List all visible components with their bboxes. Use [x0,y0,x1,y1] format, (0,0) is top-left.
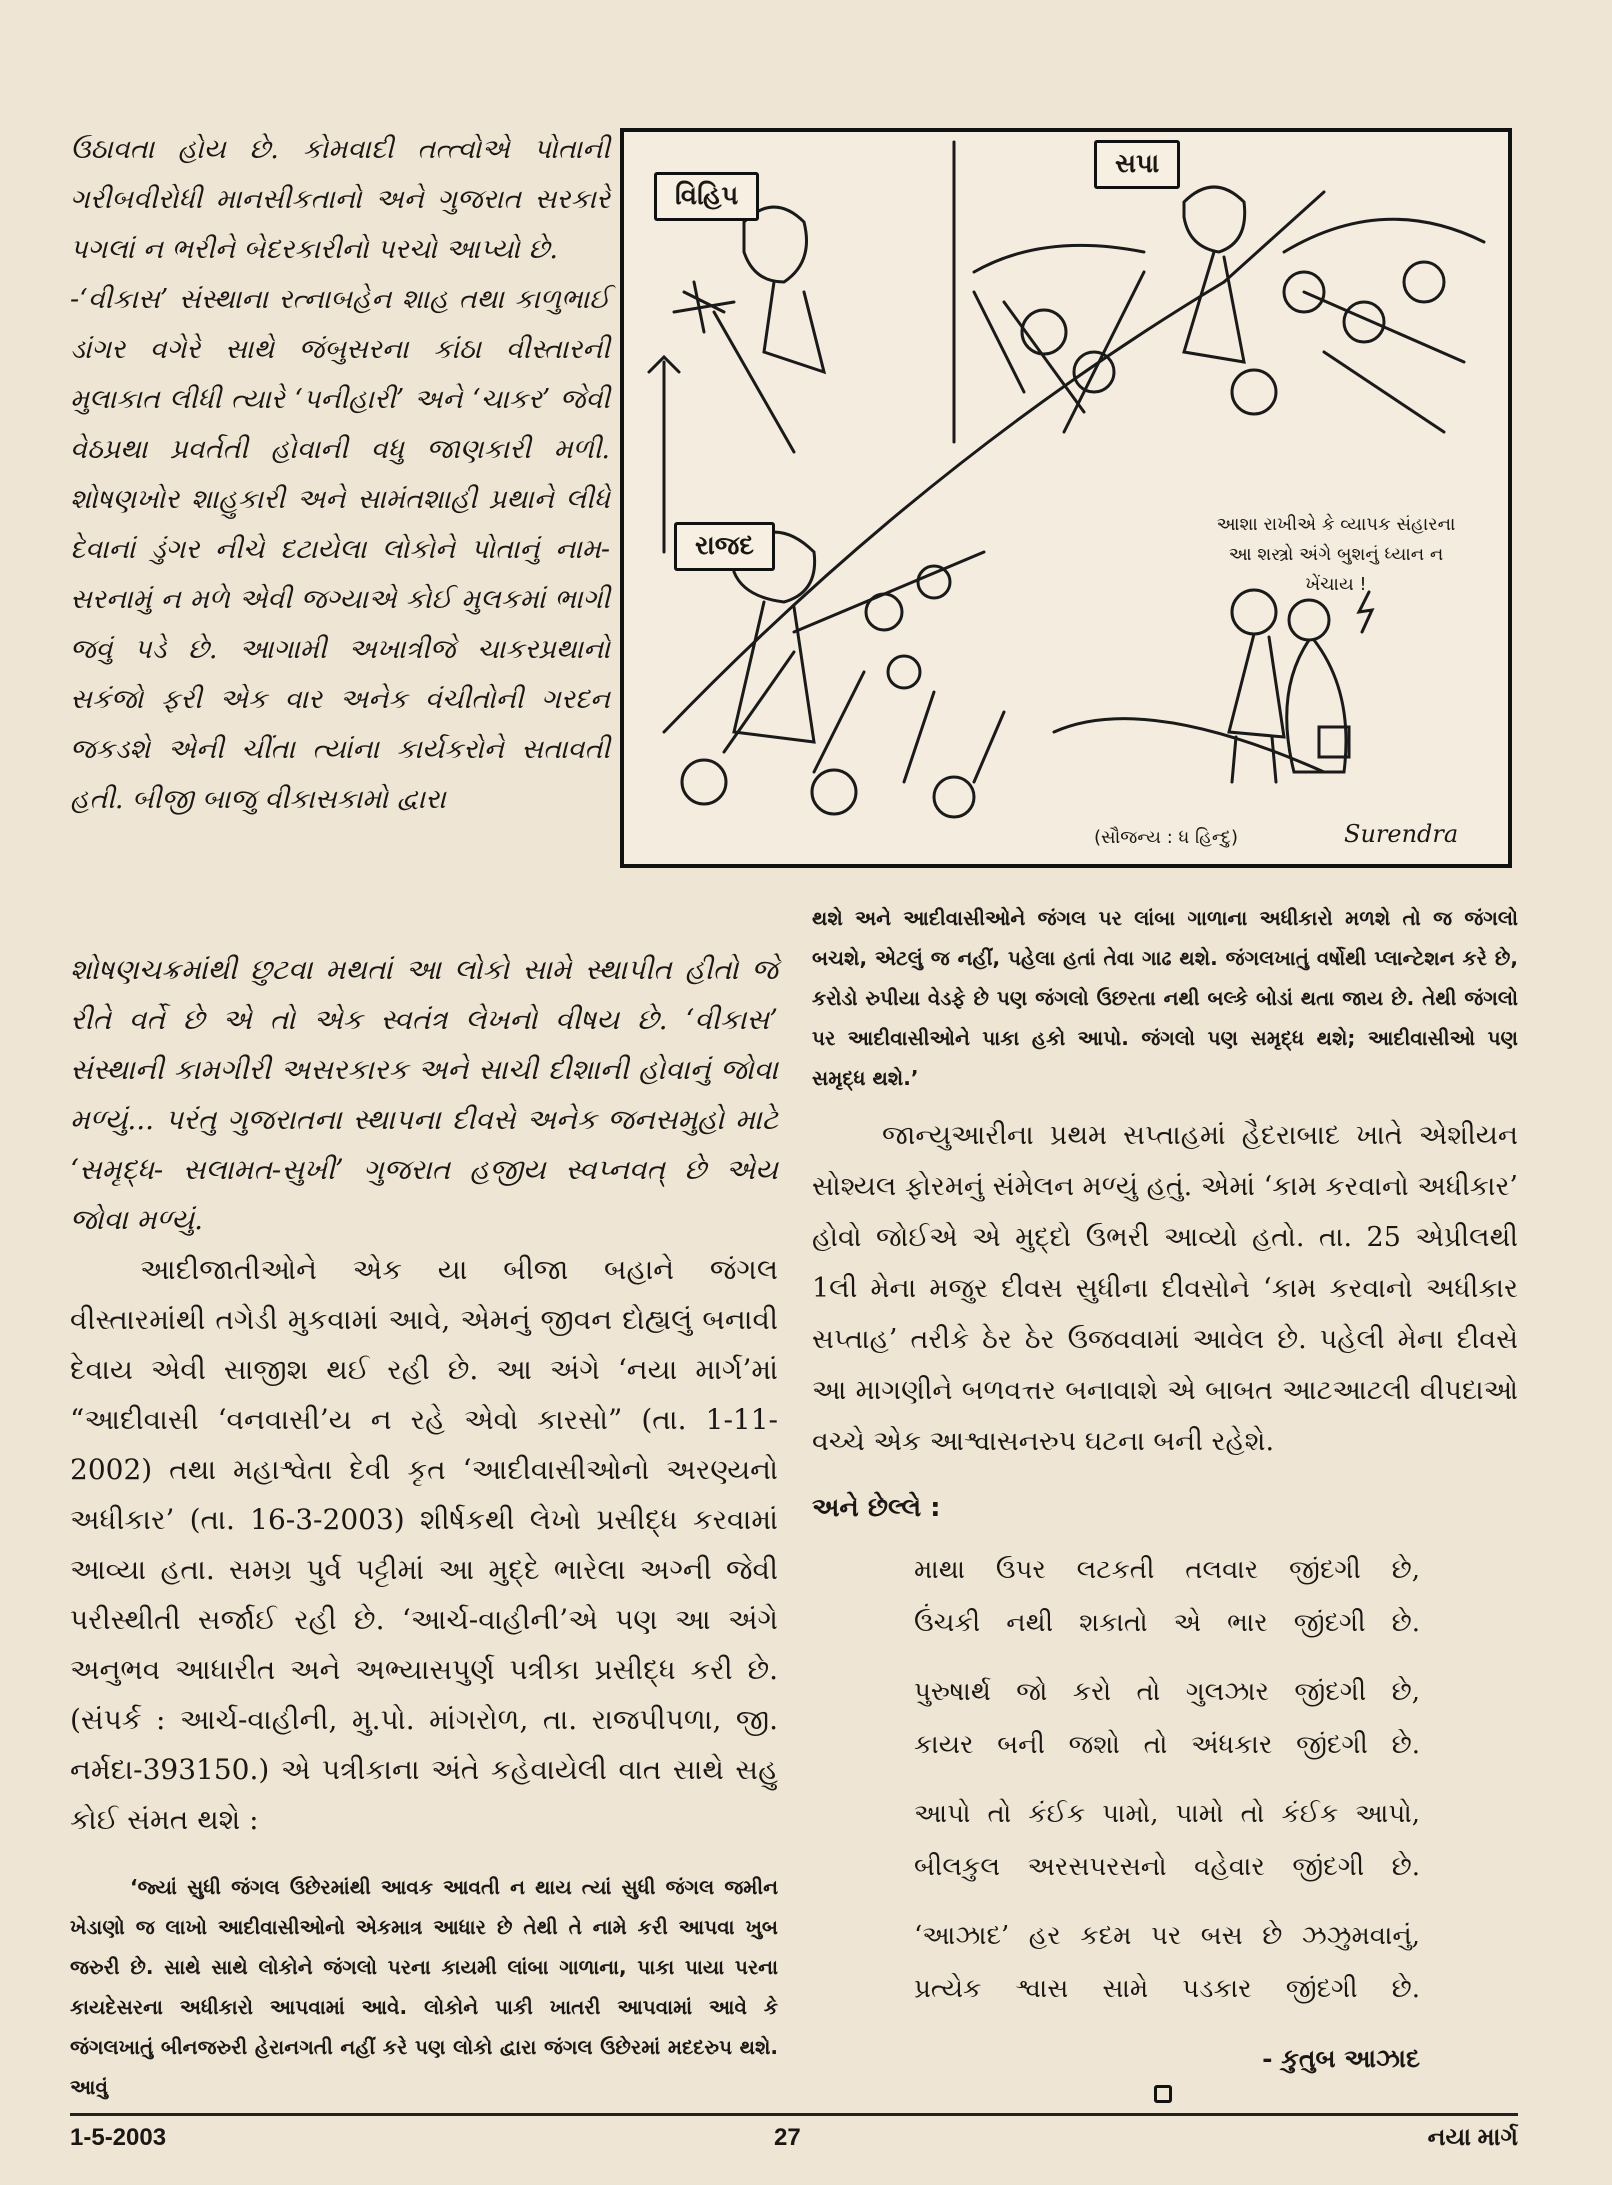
lower-left-column [70,945,778,2107]
poem-line: પ્રત્યેક શ્વાસ સામે પડકાર જીંદગી છે. [914,1974,1420,2004]
publication-name: નયા માર્ગ [1427,2124,1518,2151]
left-paragraph-1: ઉઠાવતા હોય છે. કોમવાદી તત્ત્વોએ પોતાની ગરીબવીરોધી માનસીકતાનો અને ગુજરાત સરકારે પગલાં ન ભરીને બેદરકારીનો પરચો આપ્યો છે. [70,134,610,265]
poem-line: પુરુષાર્થ જો કરો તો ગુલઝાર જીંદગી છે, [914,1677,1420,1707]
quote-start: ‘જ્યાં સુધી જંગલ ઉછેરમાંથી આવક આવતી ન થાય ત્યાં સુધી જંગલ જમીન ખેડાણો જ લાખો આદીવાસીઓનો એકમાત્ર આધાર છે તેથી તે નામે કરી આપવા ખુબ જરુરી છે. સાથે સાથે લોકોને જંગલો પરના કાયમી લાંબા ગાળાના, પાકા પાયા પરના કાયદેસરના અધીકારો આપવામાં આવે. લોકોને પાકી ખાતરી આપવામાં આવે કે જંગલખાતું બીનજરુરી હેરાનગતી નહીં કરે પણ લોકો દ્વારા જંગલ ઉછેરમાં મદદરુપ થશે. આવું [70,1875,778,2099]
poem-stanza [914,1788,1420,1894]
quote-continuation: થશે અને આદીવાસીઓને જંગલ પર લાંબા ગાળાના અધીકારો મળશે તો જ જંગલો બચશે, એટલું જ નહીં, પહેલા હતાં તેવા ગાઢ થશે. જંગલખાતું વર્ષોથી પ્લાન્ટેશન કરે છે, કરોડો રુપીયા વેડફે છે પણ જંગલો ઉછરતા નથી બલ્કે બોડાં થતા જાય છે. તેથી જંગલો પર આદીવાસીઓને પાકા હકો આપો. જંગલો પણ સમૃદ્ધ થશે; આદીવાસીઓ પણ સમૃદ્ધ થશે.’ [812,906,1518,1090]
left-column [70,125,610,825]
political-cartoon [620,128,1512,868]
cartoon-caption: આશા રાખીએ કે વ્યાપક સંહારના આ શસ્ત્રો અંગે બુશનું ધ્યાન ન ખેંચાય ! [1216,514,1456,595]
page-number: 27 [774,2124,801,2151]
cartoonist-signature: Surendra [1344,820,1459,848]
wide-paragraph-2: આદીજાતીઓને એક યા બીજા બહાને જંગલ વીસ્તારમાંથી તગેડી મુકવામાં આવે, એમનું જીવન દોહ્યલું બનાવી દેવાય એવી સાજીશ થઈ રહી છે. આ અંગે ‘નયા માર્ગ’માં “આદીવાસી ‘વનવાસી’ય ન રહે એવો કારસો” (તા. 1-11-2002) તથા મહાશ્વેતા દેવી કૃત ‘આદીવાસીઓનો અરણ્યનો અધીકાર’ (તા. 16-3-2003) શીર્ષકથી લેખો પ્રસીદ્ધ કરવામાં આવ્યા હતા. સમગ્ર પુર્વ પટ્ટીમાં આ મુદ્દે ભારેલા અગ્ની જેવી પરીસ્થીતી સર્જાઈ રહી છે. ‘આર્ચ-વાહીની’એ પણ આ અંગે અનુભવ આધારીત અને અભ્યાસપુર્ણ પત્રીકા પ્રસીદ્ધ કરી છે. (સંપર્ક : આર્ચ-વાહીની, મુ.પો. માંગરોળ, તા. રાજપીપળા, જી. નર્મદા-393150.) એ પત્રીકાના અંતે કહેવાયેલી વાત સાથે સહુ કોઈ સંમત થશે : [70,1253,778,1836]
cartoon-drawing [624,132,1508,864]
sign-sapa: સપા [1094,140,1180,189]
cartoon-credit: (સૌજન્ય : ધ હિન્દુ) [1094,827,1239,848]
section-heading: અને છેલ્લે : [812,1493,941,1523]
footer-rule [70,2113,1518,2116]
poem-stanza [914,1910,1420,2016]
poem-line: આપો તો કંઈક પામો, પામો તો કંઈક આપો, [914,1799,1420,1829]
poem-author: - કુતુબ આઝાદ [1262,2044,1420,2073]
poem-stanza [914,1666,1420,1772]
right-column [812,898,1518,2085]
poem [914,1544,1420,2085]
poem-line: ઉંચકી નથી શકાતો એ ભાર જીંદગી છે. [914,1608,1420,1638]
poem-line: ‘આઝાદ’ હર કદમ પર બસ છે ઝઝુમવાનું, [914,1921,1420,1951]
wide-paragraph-1: શોષણચક્રમાંથી છુટવા મથતાં આ લોકો સામે સ્થાપીત હીતો જે રીતે વર્તે છે એ તો એક સ્વતંત્ર લેખનો વીષય છે. ‘વીકાસ’ સંસ્થાની કામગીરી અસરકારક અને સાચી દીશાની હોવાનું જોવા મળ્યું... પરંતુ ગુજરાતના સ્થાપના દીવસે અનેક જનસમુહો માટે ‘સમૃદ્ધ- સલામત-સુખી’ ગુજરાત હજીય સ્વપ્નવત્ છે એય જોવા મળ્યું. [70,953,778,1236]
left-paragraph-2: -‘વીકાસ’ સંસ્થાના રત્નાબહેન શાહ તથા કાળુભાઈ ડાંગર વગેરે સાથે જંબુસરના કાંઠા વીસ્તારની મુલાકાત લીધી ત્યારે ‘પનીહારી’ અને ‘ચાકર’ જેવી વેઠપ્રથા પ્રવર્તતી હોવાની વધુ જાણકારી મળી. શોષણખોર શાહુકારી અને સામંતશાહી પ્રથાને લીધે દેવાનાં ડુંગર નીચે દટાયેલા લોકોને પોતાનું નામ-સરનામું ન મળે એવી જગ્યાએ કોઈ મુલકમાં ભાગી જવું પડે છે. આગામી અખાત્રીજે ચાકરપ્રથાનો સકંજો ફરી એક વાર અનેક વંચીતોની ગરદન જકડશે એની ચીંતા ત્યાંના કાર્યકરોને સતાવતી હતી. બીજી બાજુ વીકાસકામો દ્વારા [70,284,610,815]
poem-line: કાયર બની જશો તો અંધકાર જીંદગી છે. [914,1730,1420,1760]
right-paragraph: જાન્યુઆરીના પ્રથમ સપ્તાહમાં હૈદરાબાદ ખાતે એશીયન સોશ્યલ ફોરમનું સંમેલન મળ્યું હતું. એમાં ‘કામ કરવાનો અધીકાર’ હોવો જોઈએ એ મુદ્દો ઉભરી આવ્યો હતો. તા. 25 એપ્રીલથી 1લી મેના મજુર દીવસ સુધીના દીવસોને ‘કામ કરવાનો અધીકાર સપ્તાહ’ તરીકે ઠેર ઠેર ઉજવવામાં આવેલ છે. પહેલી મેના દીવસે આ માગણીને બળવત્તર બનાવાશે એ બાબત આટઆટલી વીપદાઓ વચ્ચે એક આશ્વાસનરુપ ઘટના બની રહેશે. [812,1120,1519,1457]
poem-line: બીલકુલ અરસપરસનો વહેવાર જીંદગી છે. [914,1852,1420,1882]
footer-date: 1-5-2003 [70,2124,167,2151]
poem-line: માથા ઉપર લટકતી તલવાર જીંદગી છે, [914,1555,1420,1585]
end-of-article-mark [1154,2085,1172,2103]
sign-vihip: વિહિપ [654,172,759,221]
sign-rajad: રાજદ [674,522,775,571]
poem-stanza [914,1544,1420,1650]
